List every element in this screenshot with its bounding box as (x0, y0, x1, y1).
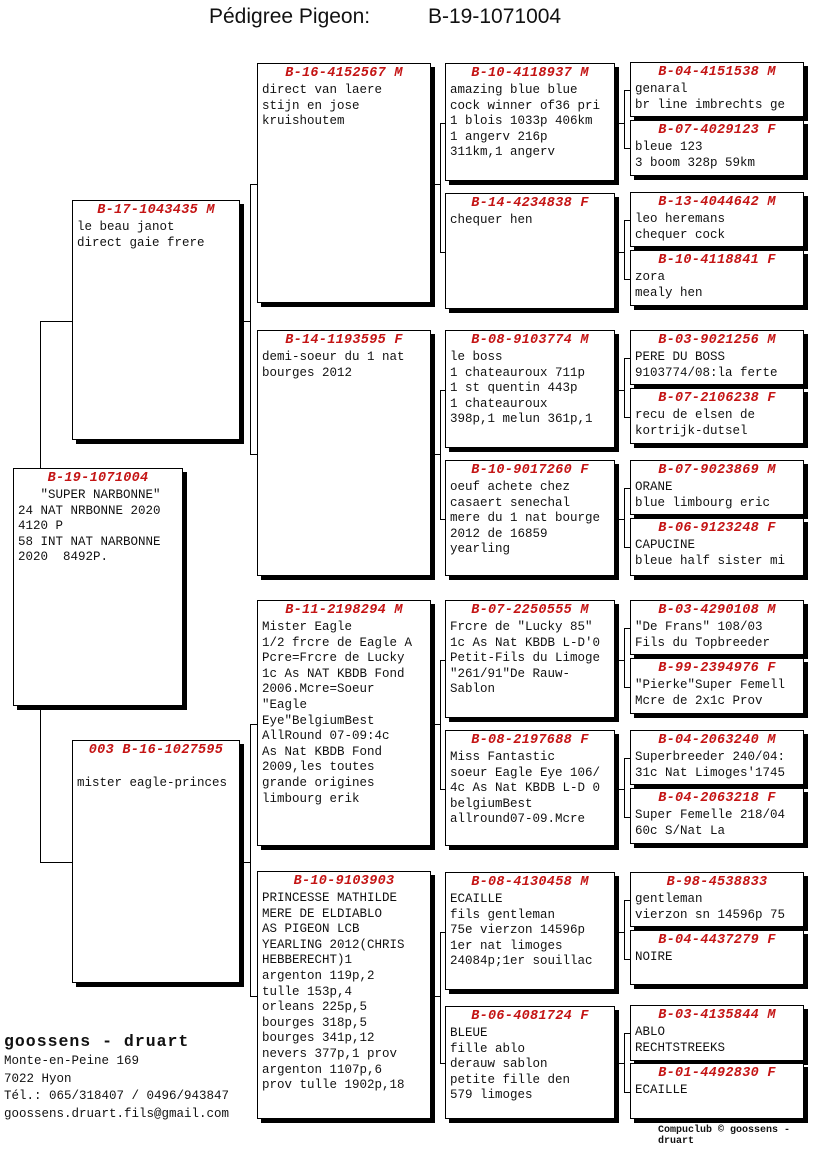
connector-line (440, 390, 441, 520)
pedigree-notes: BLEUE fille ablo derauw sablon petite fille den 579 limoges (450, 1026, 571, 1103)
ring-number: B-14-4234838 F (471, 196, 589, 211)
pedigree-notes: ECAILLE fils gentleman 75e vierzon 14596p 1er nat limoges 24084p;1er souillac (450, 892, 593, 969)
connector-line (250, 724, 257, 725)
ring-number: B-14-1193595 F (285, 333, 403, 348)
connector-line (624, 220, 625, 280)
box-gg-0 (445, 63, 615, 181)
box-ggg-14 (630, 1005, 804, 1061)
pedigree-notes: bleue 123 3 boom 328p 59km (635, 140, 756, 170)
box-ggg-10 (630, 730, 804, 785)
connector-line (617, 1063, 624, 1064)
pedigree-notes: leo heremans chequer cock (635, 212, 726, 242)
subject-ring-title: B-19-1071004 (428, 5, 562, 28)
box-gp-0 (257, 63, 431, 303)
ring-number: B-08-9103774 M (471, 333, 589, 348)
box-gp-1 (257, 330, 431, 576)
box-ggg-2 (630, 192, 804, 247)
connector-line (40, 862, 72, 863)
connector-line (242, 321, 250, 322)
box-father (72, 200, 240, 440)
box-gg-6 (445, 872, 615, 990)
pedigree-notes: Super Femelle 218/04 60c S/Nat La (635, 808, 786, 838)
pedigree-notes: mister eagle-princes (77, 775, 228, 790)
connector-line (440, 660, 441, 790)
box-ggg-3 (630, 250, 804, 306)
connector-line (617, 519, 624, 520)
box-gg-4 (445, 600, 615, 718)
ring-number: B-08-2197688 F (471, 733, 589, 748)
pedigree-notes: NOIRE (635, 950, 673, 964)
ring-number: B-17-1043435 M (97, 203, 215, 218)
box-ggg-6 (630, 460, 804, 515)
box-gp-3 (257, 871, 431, 1119)
ring-number: B-10-4118841 F (658, 253, 776, 268)
connector-line (433, 184, 440, 185)
box-ggg-7 (630, 518, 804, 576)
box-mother (72, 740, 240, 983)
connector-line (624, 90, 625, 149)
pedigree-notes: CAPUCINE bleue half sister mi (635, 538, 786, 568)
box-ggg-8 (630, 600, 804, 655)
pedigree-notes: demi-soeur du 1 nat bourges 2012 (262, 350, 405, 380)
ring-number: B-06-9123248 F (658, 521, 776, 536)
breeder-email: goossens.druart.fils@gmail.com (4, 1106, 230, 1121)
connector-line (617, 660, 624, 661)
pedigree-notes: "Pierke"Super Femell Mcre de 2x1c Prov (635, 678, 786, 708)
connector-line (624, 488, 625, 548)
pedigree-notes: chequer hen (450, 213, 533, 227)
pedigree-notes: zora mealy hen (635, 270, 703, 300)
connector-line (624, 628, 625, 688)
pedigree-notes: le beau janot direct gaie frere (77, 220, 205, 250)
compuclub-credit: Compuclub © goossens - druart (658, 1125, 791, 1147)
connector-line (40, 321, 72, 322)
pedigree-notes: oeuf achete chez casaert senechal mere du 1 nat bourge 2012 de 16859 yearling (450, 480, 601, 557)
ring-number: B-19-1071004 (47, 471, 149, 486)
breeder-address-line2: 7022 Hyon (4, 1071, 72, 1086)
box-ggg-12 (630, 872, 804, 927)
box-ggg-1 (630, 120, 804, 176)
connector-line (617, 252, 624, 253)
ring-number: B-03-4135844 M (658, 1008, 776, 1023)
pedigree-notes: ORANE blue limbourg eric (635, 480, 771, 510)
pedigree-notes: gentleman vierzon sn 14596p 75 (635, 892, 786, 922)
pedigree-notes: PERE DU BOSS 9103774/08:la ferte (635, 350, 778, 380)
pedigree-notes: ECAILLE (635, 1083, 688, 1097)
ring-number: B-07-2106238 F (658, 391, 776, 406)
page-title: Pédigree Pigeon: (209, 5, 371, 28)
connector-line (250, 184, 257, 185)
ring-number: B-08-4130458 M (471, 875, 589, 890)
ring-number: B-04-2063218 F (658, 791, 776, 806)
breeder-contact-block (4, 1031, 229, 1123)
ring-number: B-04-4437279 F (658, 933, 776, 948)
ring-number: B-10-4118937 M (471, 66, 589, 81)
breeder-phone: Tél.: 065/318407 / 0496/943847 (4, 1089, 230, 1103)
box-ggg-9 (630, 658, 804, 714)
box-ggg-13 (630, 930, 804, 985)
connector-line (250, 996, 257, 997)
pedigree-notes: le boss 1 chateauroux 711p 1 st quentin 443p 1 chateauroux 398p,1 melun 361p,1 (450, 350, 593, 427)
connector-line (617, 123, 624, 124)
ring-number: B-03-9021256 M (658, 333, 776, 348)
ring-number: B-01-4492830 F (658, 1066, 776, 1081)
box-gg-2 (445, 330, 615, 448)
box-gp-2 (257, 600, 431, 846)
box-ggg-5 (630, 388, 804, 444)
breeder-address-line1: Monte-en-Peine 169 (4, 1054, 140, 1068)
box-subject (13, 468, 183, 706)
box-ggg-15 (630, 1063, 804, 1119)
connector-line (440, 123, 441, 253)
ring-number: 003 B-16-1027595 (88, 743, 224, 758)
ring-number: B-04-4151538 M (658, 65, 776, 80)
connector-line (250, 184, 251, 455)
connector-line (624, 358, 625, 418)
box-gg-5 (445, 730, 615, 846)
pedigree-notes: direct van laere stijn en jose kruishoutem (262, 83, 383, 129)
box-gg-7 (445, 1006, 615, 1119)
connector-line (617, 789, 624, 790)
connector-line (624, 1033, 625, 1093)
connector-line (433, 996, 440, 997)
connector-line (242, 862, 250, 863)
pedigree-notes: Miss Fantastic soeur Eagle Eye 106/ 4c As Nat KBDB L-D 0 belgiumBest allround07-09.Mcre (450, 750, 601, 827)
connector-line (250, 724, 251, 996)
pedigree-notes: PRINCESSE MATHILDE MERE DE ELDIABLO AS PIGEON LCB YEARLING 2012(CHRIS HEBBERECHT)1 argenton 119p,2 tulle 153p,4 orleans 225p,5 bourges 318p,5 bourges 341p,12 nevers 377p,1 prov argenton 1107p,6 prov tulle 1902p,18 (262, 891, 405, 1093)
box-gg-1 (445, 193, 615, 309)
connector-line (250, 454, 257, 455)
ring-number: B-11-2198294 M (285, 603, 403, 618)
pedigree-notes: recu de elsen de kortrijk-dutsel (635, 408, 756, 438)
connector-line (624, 900, 625, 960)
pedigree-notes: "SUPER NARBONNE" 24 NAT NRBONNE 2020 4120 P 58 INT NAT NARBONNE 2020 8492P. (18, 488, 161, 565)
ring-number: B-10-9017260 F (471, 463, 589, 478)
pedigree-notes: genaral br line imbrechts ge (635, 82, 786, 112)
ring-number: B-06-4081724 F (471, 1009, 589, 1024)
box-ggg-4 (630, 330, 804, 385)
ring-number: B-10-9103903 (293, 874, 395, 889)
ring-number: B-07-4029123 F (658, 123, 776, 138)
breeder-name: goossens - druart (4, 1032, 190, 1051)
ring-number: B-07-2250555 M (471, 603, 589, 618)
pedigree-notes: "De Frans" 108/03 Fils du Topbreeder (635, 620, 771, 650)
ring-number: B-07-9023869 M (658, 463, 776, 478)
pedigree-notes: Mister Eagle 1/2 frcre de Eagle A Pcre=Frcre de Lucky 1c As NAT KBDB Fond 2006.Mcre=Soeur "Eagle Eye"BelgiumBest AllRound 07-09:4c As Nat KBDB Fond 2009,les toutes grande origines limbourg erik (262, 620, 413, 806)
pedigree-notes: Superbreeder 240/04: 31c Nat Limoges'1745 (635, 750, 786, 780)
ring-number: B-98-4538833 (666, 875, 768, 890)
box-gg-3 (445, 460, 615, 576)
box-ggg-0 (630, 62, 804, 117)
connector-line (617, 932, 624, 933)
connector-line (433, 724, 440, 725)
connector-line (617, 390, 624, 391)
box-ggg-11 (630, 788, 804, 844)
ring-number: B-99-2394976 F (658, 661, 776, 676)
pedigree-notes: Frcre de "Lucky 85" 1c As Nat KBDB L-D'0 Petit-Fils du Limoge "261/91"De Rauw- Sablon (450, 620, 601, 697)
ring-number: B-16-4152567 M (285, 66, 403, 81)
ring-number: B-13-4044642 M (658, 195, 776, 210)
ring-number: B-04-2063240 M (658, 733, 776, 748)
pedigree-notes: ABLO RECHTSTREEKS (635, 1025, 726, 1055)
pedigree-notes: amazing blue blue cock winner of36 pri 1 blois 1033p 406km 1 angerv 216p 311km,1 angerv (450, 83, 601, 160)
connector-line (624, 758, 625, 818)
connector-line (433, 454, 440, 455)
connector-line (440, 932, 441, 1064)
ring-number: B-03-4290108 M (658, 603, 776, 618)
